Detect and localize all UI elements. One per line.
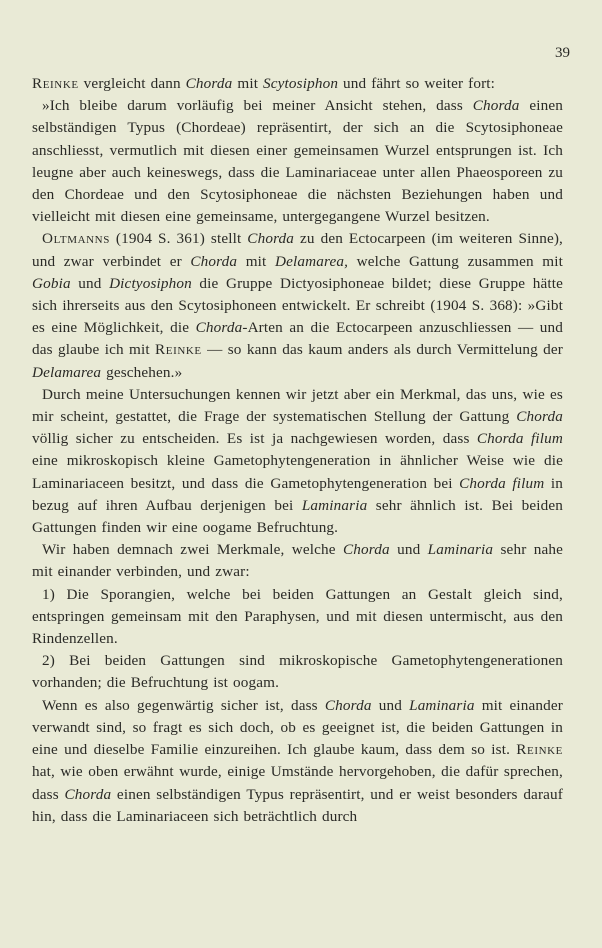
text-run: in bezug auf ihren Aufbau derjenigen bei: [32, 474, 564, 514]
text-run: einen selbständigen Typus repräsentirt, und er weist besonders darauf hin, dass die Laminariaceen sich beträchtlich durch: [32, 785, 563, 825]
italic-term: Laminaria: [301, 496, 368, 514]
author-name: Reinke: [32, 75, 79, 92]
author-name: Oltmanns: [42, 230, 110, 248]
text-run: und fährt so weiter fort:: [338, 75, 496, 92]
text-run: Durch meine Untersuchungen kennen wir jetzt aber ein Merkmal, das uns, wie es mir scheint, gestattet, die Frage der systematischen Stellung der Gattung: [32, 385, 563, 426]
text-run: — so kann das kaum anders als durch Vermittelung der: [201, 341, 564, 359]
italic-term: Chorda: [190, 252, 238, 270]
italic-term: Scytosiphon: [263, 75, 339, 92]
italic-term: Chorda: [343, 541, 390, 559]
italic-term: Laminaria: [409, 696, 475, 714]
text-run: sehr nahe mit einander verbinden, und zwar:: [32, 541, 563, 581]
text-run: und: [389, 541, 428, 559]
page-number: 39: [555, 45, 570, 61]
text-run: -Arten an die Ectocarpeen anzuschliessen — und das glaube ich mit: [32, 319, 563, 359]
text-run: »Ich bleibe darum vorläufig bei meiner Ansicht stehen, dass: [42, 97, 473, 115]
text-run: 1) Die Sporangien, welche bei beiden Gattungen an Gestalt gleich sind, entspringen gemeinsam mit den Paraphysen, und mit diesen untermischt, aus den Rindenzellen.: [32, 585, 563, 648]
text-run: mit: [237, 252, 275, 270]
text-run: die Gruppe Dictyosiphoneae bildet; diese Gruppe hätte sich ihrerseits aus den Scytosiphoneen entwickelt. Er schreibt (1904 S. 368): »Gibt es eine Möglichkeit, die: [32, 274, 564, 337]
italic-term: Delamarea,: [274, 252, 349, 270]
text-run: und: [371, 696, 410, 714]
italic-term: Chorda: [247, 230, 295, 248]
text-run: welche Gattung zusammen mit: [348, 252, 563, 270]
text-run: sehr ähnlich ist. Bei beiden Gattungen finden wir eine oogame Befruchtung.: [32, 496, 563, 537]
italic-term: Chorda filum: [476, 430, 563, 448]
text-run: (1904 S. 361) stellt: [109, 230, 248, 248]
italic-term: Chorda: [185, 75, 233, 92]
paragraph-2: [32, 95, 563, 228]
italic-term: Laminaria: [427, 541, 494, 559]
paragraph-6: [32, 584, 563, 651]
paragraph-1: [32, 73, 563, 95]
italic-term: Chorda: [324, 696, 372, 714]
italic-term: Delamarea: [32, 363, 102, 381]
paragraph-8: [32, 695, 563, 828]
text-run: geschehen.»: [101, 363, 183, 381]
author-name: Reinke: [155, 341, 202, 359]
paragraph-5: [32, 539, 563, 583]
text-run: völlig sicher zu entscheiden. Es ist ja nachgewiesen worden, dass: [32, 430, 477, 448]
text-run: mit: [232, 75, 264, 92]
paragraph-4: [32, 384, 563, 539]
text-run: Wir haben demnach zwei Merkmale, welche: [42, 541, 344, 559]
text-run: 2) Bei beiden Gattungen sind mikroskopische Gametophytengenerationen vorhanden; die Befruchtung ist oogam.: [32, 652, 563, 692]
italic-term: Chorda: [472, 97, 520, 115]
text-run: eine mikroskopisch kleine Gametophytengeneration in ähnlicher Weise wie die Laminariaceen besitzt, und dass die Gametophytengeneration bei: [32, 452, 563, 492]
paragraph-3: [32, 228, 563, 383]
author-name: Reinke: [516, 741, 563, 759]
italic-term: Chorda filum: [459, 474, 545, 492]
paragraph-7: [32, 650, 563, 694]
text-run: vergleicht dann: [78, 75, 186, 92]
text-run: und: [70, 274, 110, 292]
italic-term: Chorda: [516, 408, 563, 426]
text-run: Wenn es also gegenwärtig sicher ist, dass: [42, 696, 325, 714]
italic-term: Chorda: [64, 785, 112, 803]
italic-term: Chorda: [195, 319, 243, 337]
italic-term: Gobia: [32, 274, 71, 292]
italic-term: Dictyosiphon: [109, 274, 192, 292]
body-text: [32, 73, 563, 828]
text-run: zu den Ectocarpeen (im weiteren Sinne), und zwar verbindet er: [32, 230, 563, 270]
text-run: hat, wie oben erwähnt wurde, einige Umstände hervorgehoben, die dafür sprechen, dass: [32, 763, 563, 803]
text-run: mit einander verwandt sind, so fragt es sich doch, ob es geeignet ist, die beiden Gattungen in eine und dieselbe Familie einzureihen. Ich glaube kaum, dass dem so ist.: [32, 696, 564, 759]
text-run: einen selbständigen Typus (Chordeae) repräsentirt, der sich an die Scytosiphoneae anschliesst, vermutlich mit diesen einer gemeinsamen Wurzel entsprungen ist. Ich leugne aber auch keineswegs, dass die Laminariaceae unter allen Phaeosporeen zu den Chordeae und den Scytosiphoneae die nächsten Beziehungen haben und vielleicht mit diesen eine gemeinsame, untergegangene Wurzel besitzen.: [32, 97, 563, 226]
